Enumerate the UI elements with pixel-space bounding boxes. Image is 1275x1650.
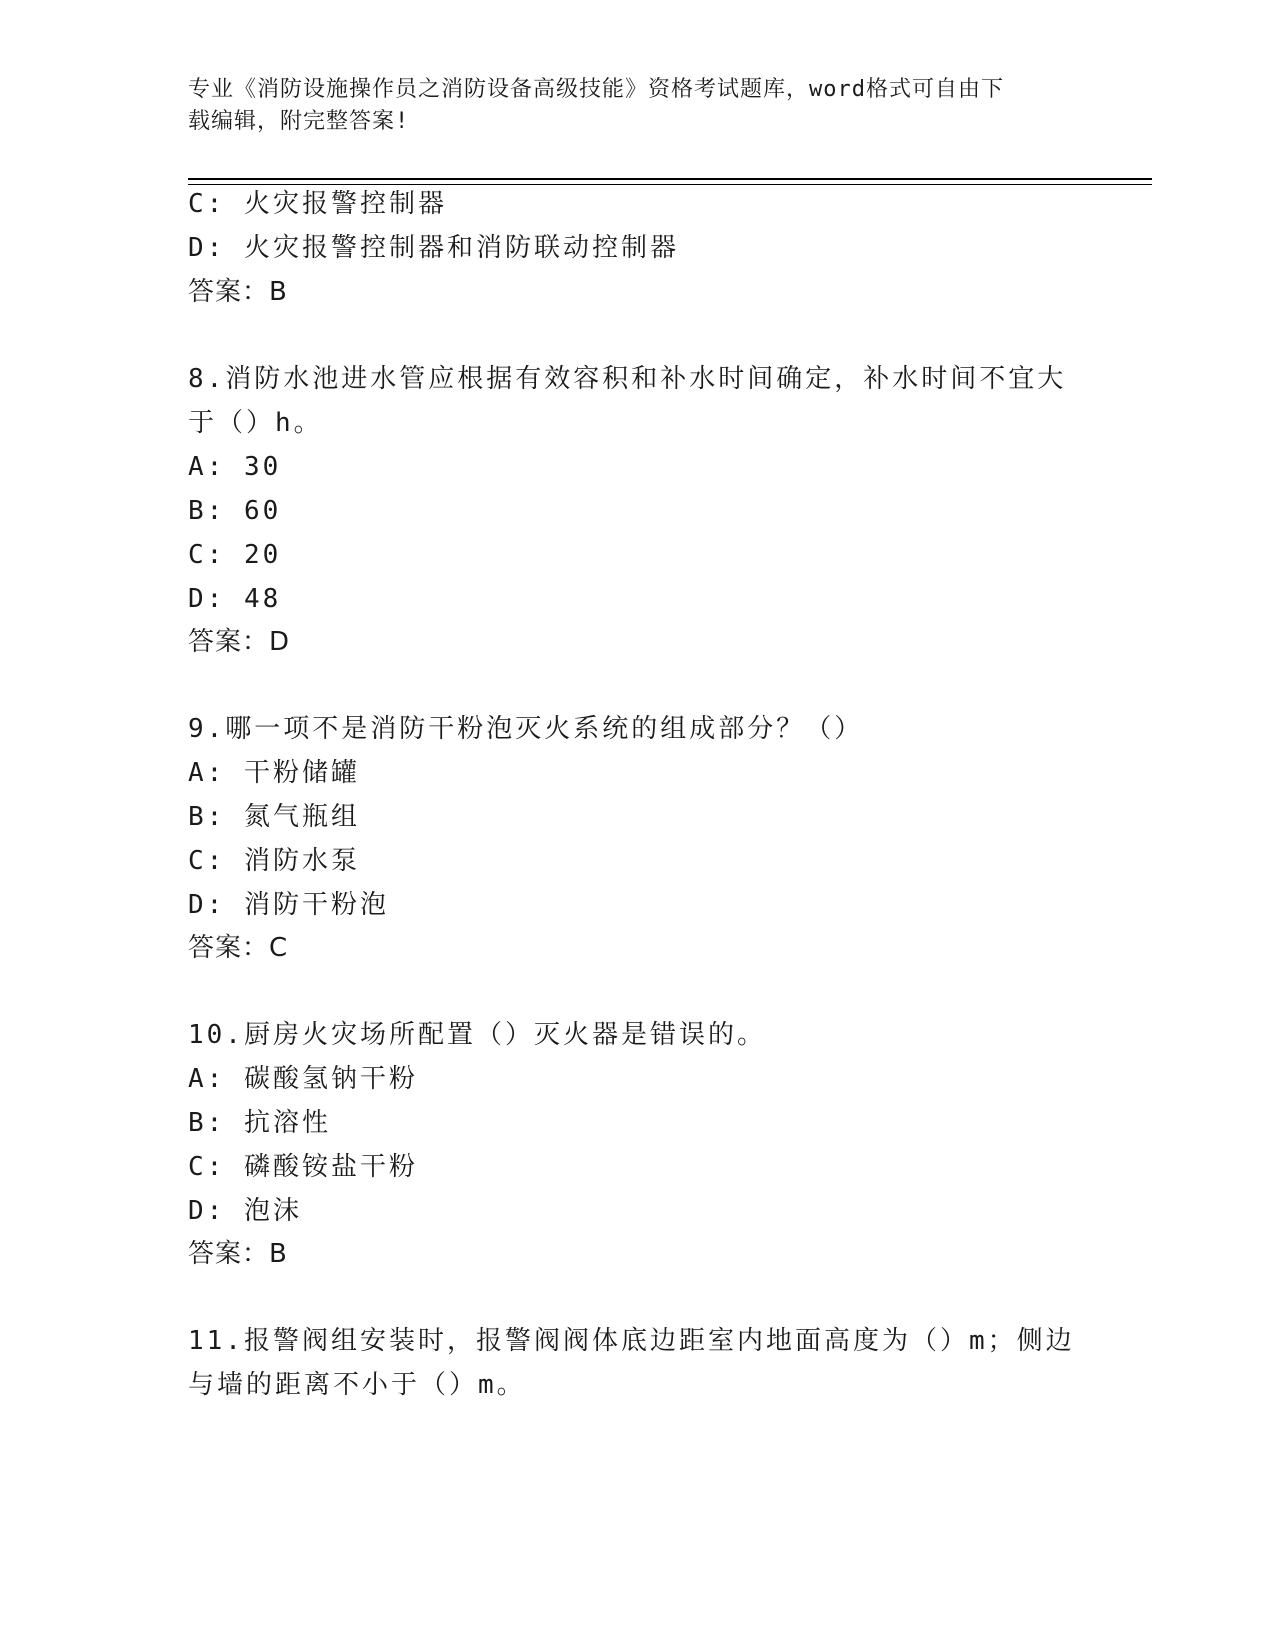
option-a: A: 30 xyxy=(188,452,282,482)
question-stem: 8.消防水池进水管应根据有效容积和补水时间确定，补水时间不宜大 xyxy=(188,364,1067,394)
option-c: C: 磷酸铵盐干粉 xyxy=(188,1152,418,1182)
question-stem-continued: 与墙的距离不小于（）m。 xyxy=(188,1370,526,1400)
answer: 答案：B xyxy=(188,277,288,307)
option-d: D: 火灾报警控制器和消防联动控制器 xyxy=(188,233,679,263)
option-d: D: 48 xyxy=(188,584,282,614)
question-stem: 11.报警阀组安装时，报警阀阀体底边距室内地面高度为（）m；侧边 xyxy=(188,1326,1075,1356)
option-d: D: 消防干粉泡 xyxy=(188,890,389,920)
question-stem-continued: 于（）h。 xyxy=(188,408,323,438)
question-stem: 9.哪一项不是消防干粉泡灭火系统的组成部分？（） xyxy=(188,714,864,744)
answer: 答案：D xyxy=(188,627,291,657)
option-a: A: 干粉储罐 xyxy=(188,758,360,788)
option-c: C: 火灾报警控制器 xyxy=(188,189,447,219)
option-a: A: 碳酸氢钠干粉 xyxy=(188,1064,418,1094)
option-c: C: 消防水泵 xyxy=(188,846,360,876)
question-stem: 10.厨房火灾场所配置（）灭火器是错误的。 xyxy=(188,1020,766,1050)
option-d: D: 泡沫 xyxy=(188,1196,302,1226)
header-divider-thick xyxy=(188,178,1152,180)
option-b: B: 氮气瓶组 xyxy=(188,802,360,832)
header-line-1: 专业《消防设施操作员之消防设备高级技能》资格考试题库，word格式可自由下 xyxy=(188,77,1004,102)
document-header xyxy=(188,74,1068,138)
header-divider-thin xyxy=(188,184,1152,185)
option-b: B: 60 xyxy=(188,496,282,526)
answer: 答案：B xyxy=(188,1239,288,1269)
option-c: C: 20 xyxy=(188,540,282,570)
answer: 答案：C xyxy=(188,933,289,963)
header-line-2: 载编辑，附完整答案! xyxy=(188,109,410,134)
option-b: B: 抗溶性 xyxy=(188,1108,331,1138)
